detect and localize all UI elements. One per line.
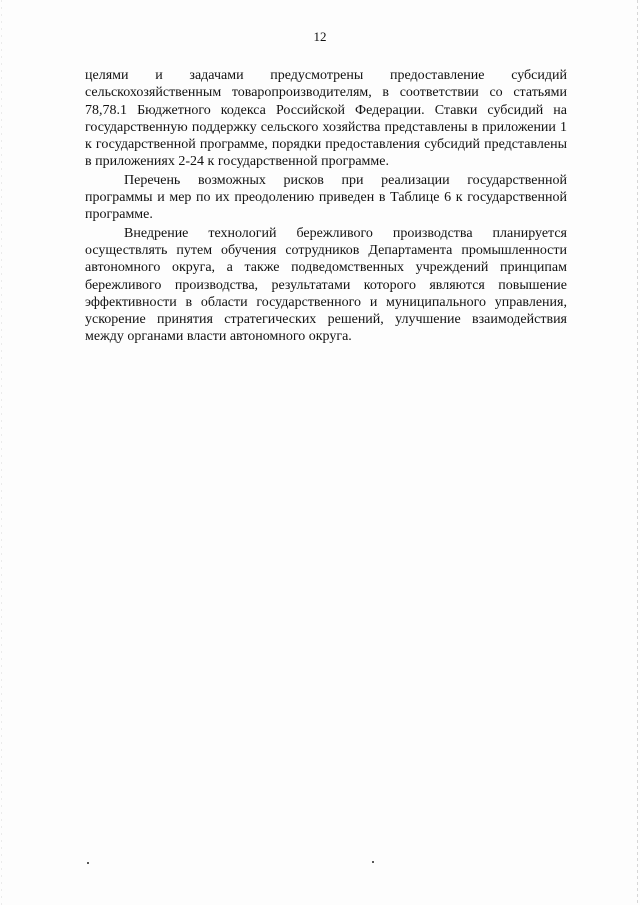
scan-speck-right [372,861,374,863]
paragraph-risks: Перечень возможных рисков при реализации государственной программы и мер по их преодолению приведен в Таблице 6 к государственной программе. [85,172,567,223]
paragraph-lean-production: Внедрение технологий бережливого производства планируется осуществлять путем обучения сотрудников Департамента промышленности автономного округа, а также подведомственных учреждений принципам бережливого производства, результатами которого являются повышение эффективности в области государственного и муниципального управления, ускорение принятия стратегических решений, улучшение взаимодействия между органами власти автономного округа. [85,225,567,345]
scan-edge-left [1,0,2,905]
paragraph-subsidies: целями и задачами предусмотрены предоставление субсидий сельскохозяйственным товаропроизводителям, в соответствии со статьями 78,78.1 Бюджетного кодекса Российской Федерации. Ставки субсидий на государственную поддержку сельского хозяйства представлены в приложении 1 к государственной программе, порядки предоставления субсидий представлены в приложениях 2-24 к государственной программе. [85,68,567,170]
scan-speck-left [87,862,89,864]
scan-edge-right [637,0,638,905]
page-number: 12 [313,29,327,44]
body-text [85,67,567,346]
